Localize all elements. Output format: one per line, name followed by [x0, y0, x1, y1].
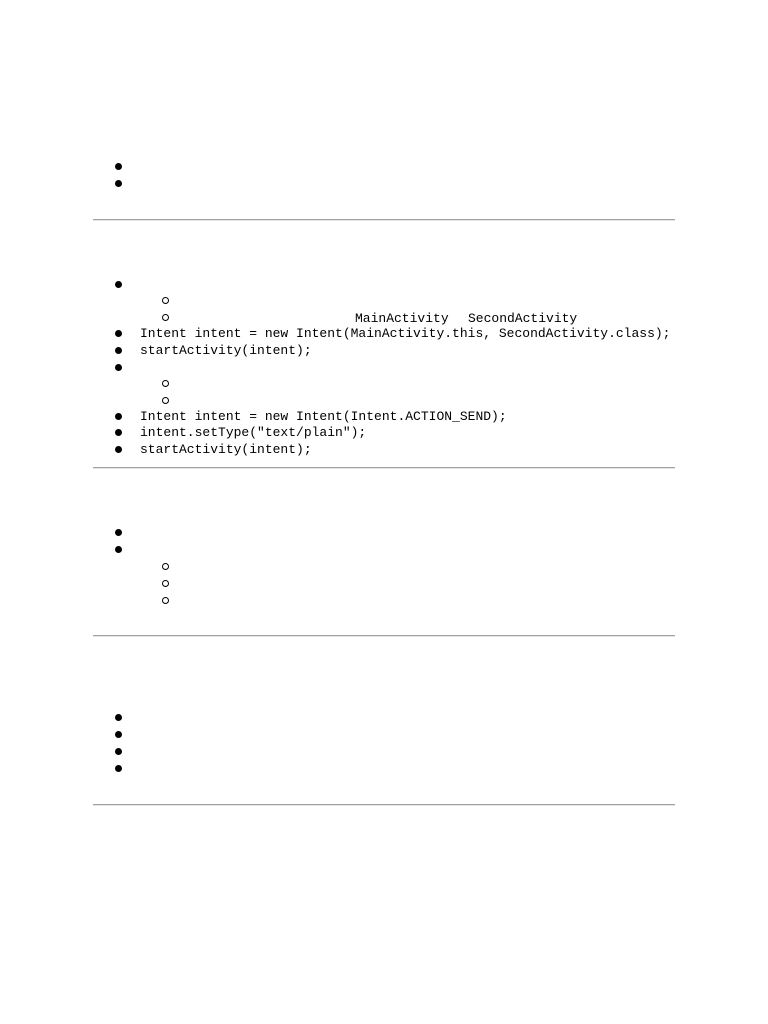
list-bullet — [115, 413, 122, 420]
sub-list-bullet — [162, 297, 169, 304]
sub-list-bullet — [162, 563, 169, 570]
code-line: startActivity(intent); — [140, 442, 312, 457]
list-bullet — [115, 330, 122, 337]
sub-list-bullet — [162, 397, 169, 404]
list-bullet — [115, 163, 122, 170]
list-bullet — [115, 429, 122, 436]
list-bullet — [115, 714, 122, 721]
list-bullet — [115, 765, 122, 772]
sub-list-bullet — [162, 314, 169, 321]
section-divider — [93, 219, 675, 221]
code-line: intent.setType("text/plain"); — [140, 425, 367, 440]
section-divider — [93, 635, 675, 637]
list-bullet — [115, 446, 122, 453]
list-bullet — [115, 748, 122, 755]
inline-code-main-activity: MainActivity — [355, 311, 449, 326]
sub-list-bullet — [162, 380, 169, 387]
list-bullet — [115, 731, 122, 738]
sub-list-bullet — [162, 597, 169, 604]
sub-list-bullet — [162, 580, 169, 587]
code-line: Intent intent = new Intent(MainActivity.this, SecondActivity.class); — [140, 326, 671, 341]
list-bullet — [115, 546, 122, 553]
list-bullet — [115, 364, 122, 371]
section-divider — [93, 467, 675, 469]
section-divider — [93, 804, 675, 806]
code-line: Intent intent = new Intent(Intent.ACTION_SEND); — [140, 409, 507, 424]
list-bullet — [115, 281, 122, 288]
list-bullet — [115, 347, 122, 354]
inline-code-second-activity: SecondActivity — [468, 311, 578, 326]
list-bullet — [115, 180, 122, 187]
list-bullet — [115, 529, 122, 536]
code-line: startActivity(intent); — [140, 343, 312, 358]
